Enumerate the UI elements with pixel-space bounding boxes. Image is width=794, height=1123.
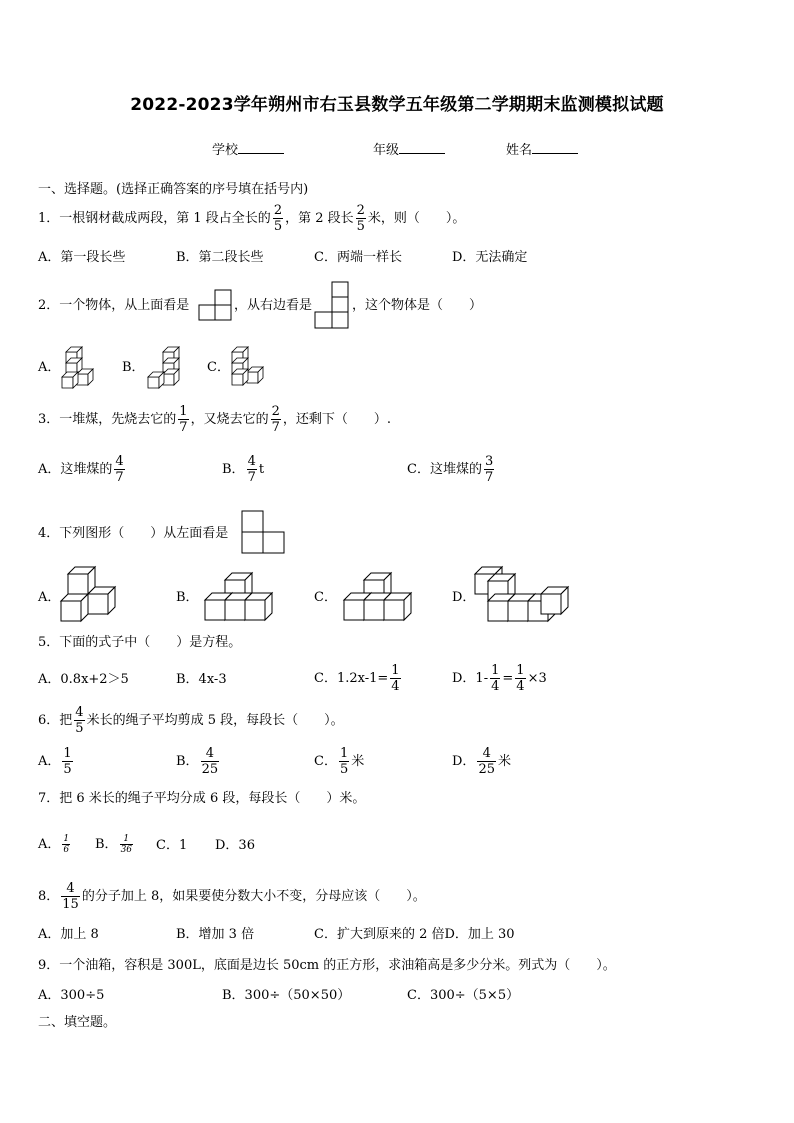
section-heading-2: 二、填空题。 xyxy=(38,1015,117,1030)
page-title: 2022-2023学年朔州市右玉县数学五年级第二学期期末监测模拟试题 xyxy=(130,95,664,115)
q4-option-a[interactable]: A． xyxy=(38,590,61,605)
q4-figure-c xyxy=(344,573,416,625)
q3-option-c[interactable]: C．这堆煤的 $\frac{3}{7}$ xyxy=(407,454,494,485)
question-9: 9．一个油箱，容积是 300L，底面是边长 50cm 的正方形，求油箱高是多少分米。列式为（ ）。 xyxy=(38,958,616,973)
q5-option-c[interactable]: C．1.2x-1= $\frac{1}{4}$ xyxy=(314,663,400,694)
question-1: 1．一根钢材截成两段，第 1 段占全长的 $\frac{2}{5}$ ，第 2 段长 $\frac{2}{5}$ 米，则（ ）。 xyxy=(38,203,466,234)
question-7: 7．把 6 米长的绳子平均分成 6 段，每段长（ ）米。 xyxy=(38,791,366,806)
q4-figure-a xyxy=(61,567,119,623)
q4-option-c[interactable]: C． xyxy=(314,590,337,605)
q7-option-d[interactable]: D．36 xyxy=(215,838,255,853)
q8-option-c-d[interactable]: C．扩大到原来的 2 倍D．加上 30 xyxy=(314,927,515,942)
fraction: $\frac{2}{7}$ xyxy=(271,404,280,435)
q3-option-a[interactable]: A．这堆煤的 $\frac{4}{7}$ xyxy=(38,454,124,485)
question-2-text-a: 2．一个物体，从上面看是 xyxy=(38,298,190,313)
school-field: 学校 xyxy=(212,141,284,160)
q1-option-d[interactable]: D．无法确定 xyxy=(452,250,528,265)
question-5: 5．下面的式子中（ ）是方程。 xyxy=(38,635,242,650)
fraction: $\frac{2}{5}$ xyxy=(273,203,283,234)
q9-option-c[interactable]: C．300÷（5×5） xyxy=(407,988,520,1003)
q1-option-b[interactable]: B．第二段长些 xyxy=(176,250,264,265)
top-view-figure xyxy=(199,290,233,322)
q8-option-b[interactable]: B．增加 3 倍 xyxy=(176,927,255,942)
grade-blank[interactable] xyxy=(399,141,445,154)
q7-option-c[interactable]: C．1 xyxy=(156,838,188,853)
q2-option-c[interactable]: C． xyxy=(207,360,230,375)
question-3: 3．一堆煤，先烧去它的 $\frac{1}{7}$ ，又烧去它的 $\frac{2}{7}$ ，还剩下（ ）. xyxy=(38,404,391,435)
q5-option-a[interactable]: A．0.8x+2＞5 xyxy=(38,672,129,687)
question-6: 6．把 $\frac{4}{5}$ 米长的绳子平均剪成 5 段，每段长（ ）。 xyxy=(38,705,344,736)
fraction: $\frac{1}{7}$ xyxy=(179,404,188,435)
right-view-figure xyxy=(315,282,351,330)
grade-field: 年级 xyxy=(373,141,445,160)
q9-option-a[interactable]: A．300÷5 xyxy=(38,988,105,1003)
q5-option-d[interactable]: D．1- $\frac{1}{4}$ = $\frac{1}{4}$ ×3 xyxy=(452,663,547,694)
q1-option-a[interactable]: A．第一段长些 xyxy=(38,250,126,265)
q8-option-a[interactable]: A．加上 8 xyxy=(38,927,99,942)
question-4: 4．下列图形（ ）从左面看是 xyxy=(38,526,229,541)
name-blank[interactable] xyxy=(532,141,578,154)
cube-figure-c xyxy=(230,347,266,389)
q4-option-d[interactable]: D． xyxy=(452,590,476,605)
question-2-text-b: ，从右边看是 xyxy=(234,298,313,313)
section-heading-1: 一、选择题。(选择正确答案的序号填在括号内) xyxy=(38,182,309,197)
cube-figure-b xyxy=(146,347,182,389)
q6-option-c[interactable]: C． $\frac{1}{5}$ 米 xyxy=(314,746,365,777)
q6-option-b[interactable]: B． $\frac{4}{25}$ xyxy=(176,746,219,777)
q6-option-d[interactable]: D． $\frac{4}{25}$ 米 xyxy=(452,746,511,777)
q5-option-b[interactable]: B．4x-3 xyxy=(176,672,227,687)
q6-option-a[interactable]: A． $\frac{1}{5}$ xyxy=(38,746,72,777)
fraction: $\frac{2}{5}$ xyxy=(356,203,365,234)
question-2-text-c: ，这个物体是（ ） xyxy=(352,298,483,313)
q4-figure-d xyxy=(475,567,571,625)
q3-option-b[interactable]: B． $\frac{4}{7}$ t xyxy=(222,454,265,485)
q4-option-b[interactable]: B． xyxy=(176,590,199,605)
q1-option-c[interactable]: C．两端一样长 xyxy=(314,250,402,265)
q7-option-a[interactable]: A． $\frac{1}{6}$ xyxy=(38,834,70,855)
q2-option-a[interactable]: A． xyxy=(38,360,61,375)
q2-option-b[interactable]: B． xyxy=(122,360,145,375)
question-8: 8． $\frac{4}{15}$ 的分子加上 8，如果要使分数大小不变，分母应该（ ）。 xyxy=(38,881,426,912)
school-blank[interactable] xyxy=(238,141,284,154)
q7-option-b[interactable]: B． $\frac{1}{36}$ xyxy=(95,834,133,855)
q9-option-b[interactable]: B．300÷（50×50） xyxy=(222,988,351,1003)
q4-figure-b xyxy=(205,573,277,625)
cube-figure-a xyxy=(60,347,96,389)
left-view-figure xyxy=(242,511,286,555)
name-field: 姓名 xyxy=(506,141,578,160)
